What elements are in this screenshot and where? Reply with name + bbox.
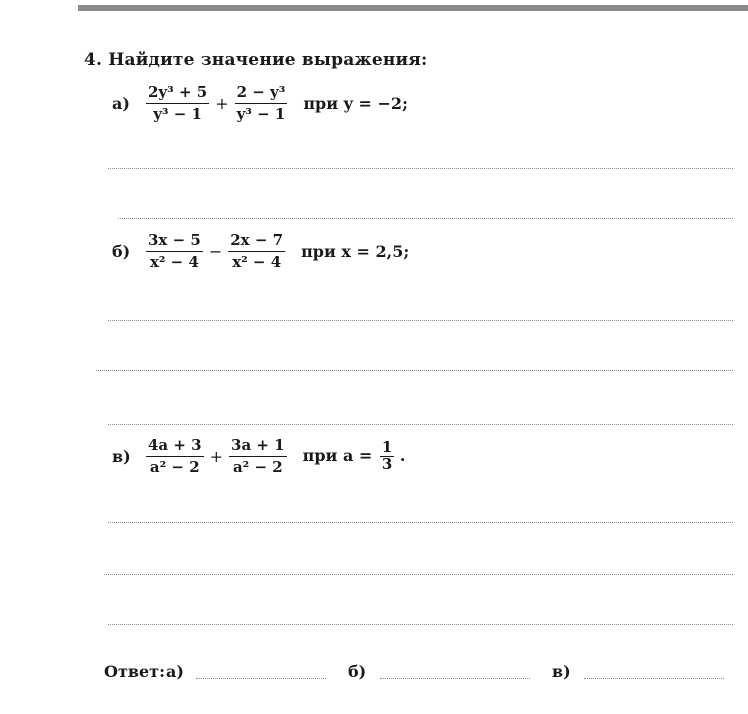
top-divider-bar — [78, 5, 748, 11]
task-title: 4. Найдите значение выражения: — [84, 50, 428, 70]
fraction-1 — [146, 232, 203, 270]
fraction-2 — [228, 232, 285, 270]
operator: + — [209, 446, 224, 466]
answer-line[interactable] — [118, 218, 733, 219]
numerator: 4a + 3 — [146, 437, 204, 457]
answer-label: Ответ: — [104, 662, 165, 681]
operator: − — [208, 241, 223, 261]
fraction-1 — [146, 437, 204, 475]
numerator: 2x − 7 — [228, 232, 285, 252]
answer-b-label: б) — [348, 662, 367, 681]
numerator: 3a + 1 — [229, 437, 287, 457]
condition — [302, 437, 406, 473]
denominator: x² − 4 — [149, 252, 199, 271]
answer-line[interactable] — [108, 168, 733, 169]
numerator: 2y³ + 5 — [146, 84, 209, 104]
denominator: 3 — [381, 454, 393, 473]
answer-c-label: в) — [552, 662, 571, 681]
operator: + — [215, 93, 229, 113]
answer-a-blank[interactable] — [196, 678, 326, 679]
problem-label: в) — [112, 446, 131, 466]
denominator: a² − 2 — [232, 457, 283, 476]
answer-b-blank[interactable] — [380, 678, 530, 679]
denominator: y³ − 1 — [236, 104, 286, 123]
answer-line[interactable] — [108, 624, 733, 625]
fraction-2 — [229, 437, 287, 475]
problem-label: б) — [112, 241, 131, 261]
condition-suffix: . — [399, 445, 406, 465]
answer-line[interactable] — [108, 522, 733, 523]
answer-line[interactable] — [96, 370, 733, 371]
denominator: x² − 4 — [232, 252, 282, 271]
denominator: y³ − 1 — [153, 104, 202, 123]
numerator: 1 — [381, 437, 393, 456]
answer-line[interactable] — [104, 574, 733, 575]
problem-label: а) — [112, 93, 130, 113]
fraction-2 — [235, 84, 288, 122]
answer-row — [104, 662, 734, 686]
problem-a — [112, 84, 408, 122]
problem-c — [112, 437, 405, 475]
answer-a-label: а) — [166, 662, 184, 681]
numerator: 3x − 5 — [146, 232, 203, 252]
condition: при x = 2,5; — [301, 241, 410, 261]
condition: при y = −2; — [303, 93, 408, 113]
condition-fraction — [380, 437, 394, 473]
answer-c-blank[interactable] — [584, 678, 724, 679]
fraction-1 — [146, 84, 209, 122]
answer-line[interactable] — [108, 424, 733, 425]
condition-prefix: при a = — [302, 445, 373, 465]
answer-line[interactable] — [108, 320, 733, 321]
problem-b — [112, 232, 409, 270]
numerator: 2 − y³ — [235, 84, 288, 104]
denominator: a² − 2 — [149, 457, 200, 476]
